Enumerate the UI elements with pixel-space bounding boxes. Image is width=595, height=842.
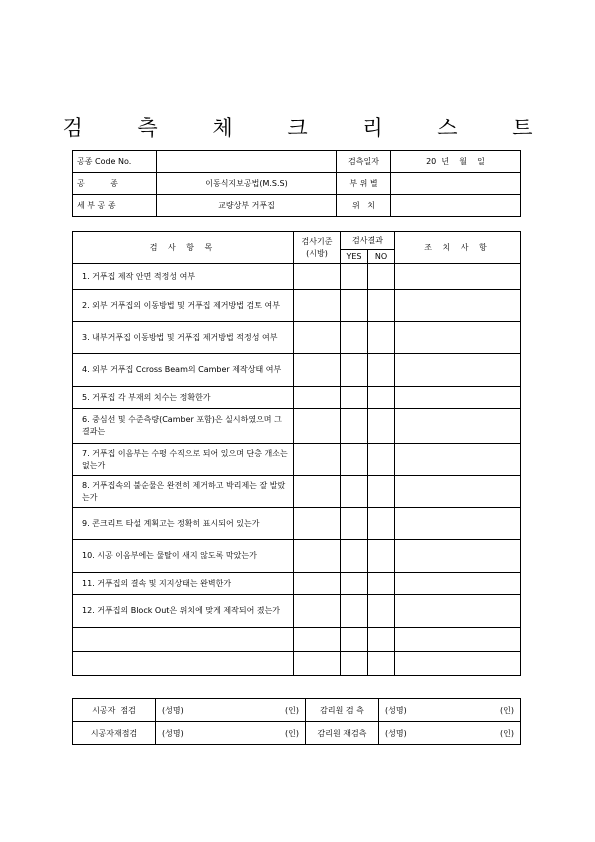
- table-row: [73, 387, 521, 409]
- check-item: 9. 콘크리트 타설 계획고는 정확히 표시되어 있는가: [73, 508, 294, 540]
- action-cell[interactable]: [395, 508, 521, 540]
- table-row: [73, 595, 521, 628]
- no-cell[interactable]: [368, 444, 395, 476]
- no-cell[interactable]: [368, 652, 395, 676]
- table-row: [73, 290, 521, 322]
- no-cell[interactable]: [368, 387, 395, 409]
- inspection-date-value[interactable]: 20 년 월 일: [391, 151, 521, 173]
- header-result: 검사결과: [341, 232, 395, 250]
- criteria-cell[interactable]: [294, 387, 341, 409]
- name-label: (성명): [385, 705, 407, 715]
- table-row: [73, 508, 521, 540]
- yes-cell[interactable]: [341, 444, 368, 476]
- yes-cell[interactable]: [341, 652, 368, 676]
- yes-cell[interactable]: [341, 595, 368, 628]
- detail-work-type-label: 세 부 공 종: [73, 195, 157, 217]
- name-label: (성명): [385, 728, 407, 738]
- table-row: [73, 409, 521, 444]
- yes-cell[interactable]: [341, 322, 368, 354]
- no-cell[interactable]: [368, 540, 395, 573]
- check-item: 8. 거푸집속의 불순물은 완전히 제거하고 박리제는 잘 발랐는가: [73, 476, 294, 508]
- check-item: 5. 거푸집 각 부재의 치수는 정확한가: [73, 387, 294, 409]
- no-cell[interactable]: [368, 573, 395, 595]
- action-cell[interactable]: [395, 290, 521, 322]
- check-item[interactable]: [73, 652, 294, 676]
- signature-row: [73, 699, 521, 722]
- info-table: [72, 150, 521, 217]
- supervisor-reinspection-label: 감리원 재검측: [306, 722, 379, 745]
- criteria-cell[interactable]: [294, 322, 341, 354]
- action-cell[interactable]: [395, 444, 521, 476]
- header-action: 조 치 사 항: [395, 232, 521, 264]
- action-cell[interactable]: [395, 476, 521, 508]
- no-cell[interactable]: [368, 290, 395, 322]
- criteria-cell[interactable]: [294, 508, 341, 540]
- check-item: 4. 외부 거푸집 Ccross Beam의 Camber 제작상태 여부: [73, 354, 294, 387]
- criteria-cell[interactable]: [294, 595, 341, 628]
- action-cell[interactable]: [395, 354, 521, 387]
- criteria-cell[interactable]: [294, 628, 341, 652]
- work-type-value[interactable]: 이동식지보공법(M.S.S): [157, 173, 337, 195]
- info-row: [73, 151, 521, 173]
- criteria-cell[interactable]: [294, 354, 341, 387]
- signature-row: [73, 722, 521, 745]
- supervisor-inspection-label: 감리원 검 측: [306, 699, 379, 722]
- check-item: 6. 중심선 및 수준측량(Camber 포함)은 실시하였으며 그 결과는: [73, 409, 294, 444]
- detail-work-type-value[interactable]: 교량상부 거푸집: [157, 195, 337, 217]
- location-label: 위 치: [337, 195, 391, 217]
- part-label: 부 위 별: [337, 173, 391, 195]
- table-row: [73, 628, 521, 652]
- work-code-label: 공종 Code No.: [73, 151, 157, 173]
- no-cell[interactable]: [368, 628, 395, 652]
- yes-cell[interactable]: [341, 540, 368, 573]
- criteria-cell[interactable]: [294, 290, 341, 322]
- criteria-cell[interactable]: [294, 444, 341, 476]
- seal-label: (인): [285, 728, 299, 738]
- action-cell[interactable]: [395, 652, 521, 676]
- criteria-cell[interactable]: [294, 652, 341, 676]
- yes-cell[interactable]: [341, 508, 368, 540]
- action-cell[interactable]: [395, 387, 521, 409]
- check-item: 7. 거푸집 이음부는 수평 수직으로 되어 있으며 단층 개소는 없는가: [73, 444, 294, 476]
- location-value[interactable]: [391, 195, 521, 217]
- yes-cell[interactable]: [341, 573, 368, 595]
- no-cell[interactable]: [368, 508, 395, 540]
- action-cell[interactable]: [395, 264, 521, 290]
- part-value[interactable]: [391, 173, 521, 195]
- no-cell[interactable]: [368, 409, 395, 444]
- criteria-cell[interactable]: [294, 540, 341, 573]
- page-title: 검 측 체 크 리 스 트: [62, 116, 557, 140]
- no-cell[interactable]: [368, 595, 395, 628]
- criteria-cell[interactable]: [294, 264, 341, 290]
- header-yes: YES: [341, 250, 368, 264]
- signature-table: [72, 698, 521, 745]
- table-row: [73, 652, 521, 676]
- table-row: [73, 573, 521, 595]
- check-item: 10. 시공 이음부에는 물탈이 새지 않도록 막았는가: [73, 540, 294, 573]
- check-item: 12. 거푸집의 Block Out은 위치에 맞게 제작되어 졌는가: [73, 595, 294, 628]
- name-label: (성명): [162, 705, 184, 715]
- no-cell[interactable]: [368, 354, 395, 387]
- yes-cell[interactable]: [341, 476, 368, 508]
- info-row: [73, 173, 521, 195]
- no-cell[interactable]: [368, 264, 395, 290]
- header-no: NO: [368, 250, 395, 264]
- yes-cell[interactable]: [341, 409, 368, 444]
- table-row: [73, 540, 521, 573]
- check-item[interactable]: [73, 628, 294, 652]
- table-row: [73, 476, 521, 508]
- criteria-cell[interactable]: [294, 409, 341, 444]
- action-cell[interactable]: [395, 540, 521, 573]
- seal-label: (인): [285, 705, 299, 715]
- supervisor-resignature-cell[interactable]: [379, 722, 521, 745]
- no-cell[interactable]: [368, 322, 395, 354]
- action-cell[interactable]: [395, 628, 521, 652]
- yes-cell[interactable]: [341, 387, 368, 409]
- contractor-reinspection-label: 시공자재점검: [73, 722, 156, 745]
- seal-label: (인): [500, 728, 514, 738]
- info-row: [73, 195, 521, 217]
- header-item: 검 사 항 목: [73, 232, 294, 264]
- criteria-cell[interactable]: [294, 573, 341, 595]
- table-row: [73, 444, 521, 476]
- seal-label: (인): [500, 705, 514, 715]
- table-row: [73, 264, 521, 290]
- table-row: [73, 322, 521, 354]
- contractor-inspection-label: 시공자 점검: [73, 699, 156, 722]
- action-cell[interactable]: [395, 573, 521, 595]
- check-item: 2. 외부 거푸집의 이동방법 및 거푸집 제거방법 검토 여부: [73, 290, 294, 322]
- header-criteria: 검사기준 (시방): [294, 232, 341, 264]
- supervisor-signature-cell[interactable]: [379, 699, 521, 722]
- contractor-resignature-cell[interactable]: [156, 722, 306, 745]
- check-item: 1. 거푸집 제작 안면 적정성 여부: [73, 264, 294, 290]
- yes-cell[interactable]: [341, 264, 368, 290]
- action-cell[interactable]: [395, 595, 521, 628]
- inspection-date-label: 검측일자: [337, 151, 391, 173]
- header-row: [73, 232, 521, 250]
- criteria-cell[interactable]: [294, 476, 341, 508]
- checklist-table: [72, 231, 521, 676]
- yes-cell[interactable]: [341, 354, 368, 387]
- name-label: (성명): [162, 728, 184, 738]
- check-item: 11. 거푸집의 결속 및 지지상태는 완벽한가: [73, 573, 294, 595]
- work-code-value[interactable]: [157, 151, 337, 173]
- yes-cell[interactable]: [341, 628, 368, 652]
- action-cell[interactable]: [395, 322, 521, 354]
- check-item: 3. 내부거푸집 이동방법 및 거푸집 제거방법 적정성 여부: [73, 322, 294, 354]
- action-cell[interactable]: [395, 409, 521, 444]
- no-cell[interactable]: [368, 476, 395, 508]
- contractor-signature-cell[interactable]: [156, 699, 306, 722]
- yes-cell[interactable]: [341, 290, 368, 322]
- table-row: [73, 354, 521, 387]
- work-type-label: 공 종: [73, 173, 157, 195]
